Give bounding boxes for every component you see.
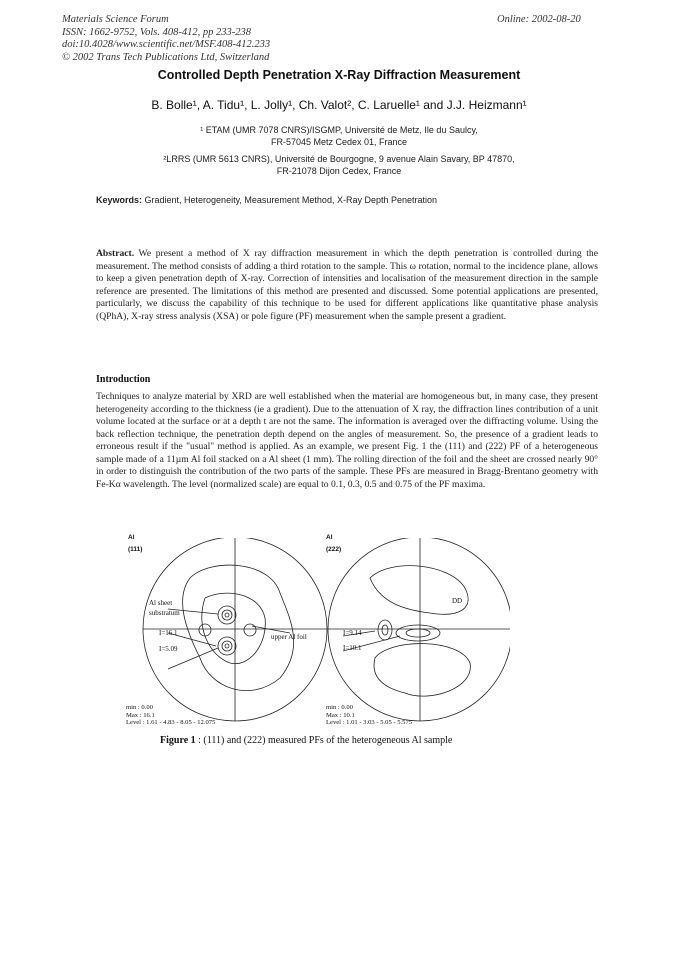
pf222-peak-centre [396, 625, 440, 641]
pf222-stats [326, 704, 412, 727]
abstract-text: We present a method of X ray diffraction measurement in which the depth penetration is controlled during the measurement. The method consists of adding a third rotation to the sample. This ω rotation, normal to the incidence plane, allows to keep a given penetration depth of X-ray. Correction of intensities and localisation of the measurement direction in the sample reference are presented. The limitations of this method are presented and discussed. Some potential applications are presented, particularly, we discuss the capability of this technique to be used for different applications like quantitative phase analysis (QPhA), X-ray stress analysis (XSA) or pole figure (PF) measurement when the sample present a gradient. [96, 248, 598, 322]
pf222-annot-dd: DD [452, 597, 463, 605]
pf222-min: min : 0.00 [326, 704, 353, 711]
journal-header [62, 14, 270, 64]
pf111-annot-foil: upper Al foil [271, 633, 307, 641]
pf222-annot-i1: I=9.14 [343, 629, 362, 637]
pf111-annot-sheet: Al sheet [149, 599, 173, 607]
pf111-peak-left [199, 624, 211, 636]
pf222-plane: (222) [326, 546, 342, 553]
affiliation-1-line2: FR-57045 Metz Cedex 01, France [270, 137, 408, 147]
figure-caption [160, 735, 452, 746]
pf111-peak-upper [218, 606, 236, 624]
abstract-paragraph [96, 248, 598, 323]
keywords-text: Gradient, Heterogeneity, Measurement Method, X-Ray Depth Penetration [142, 195, 438, 205]
author-list: B. Bolle¹, A. Tidu¹, L. Jolly¹, Ch. Valot², C. Laruelle¹ and J.J. Heizmann¹ [151, 98, 527, 112]
doi-line: doi:10.4028/www.scientific.net/MSF.408-412.233 [62, 39, 271, 50]
pf111-stats [126, 704, 215, 727]
figure-caption-text: : (111) and (222) measured PFs of the heterogeneous Al sample [195, 735, 453, 746]
pf111-annot-i2: I=5.09 [159, 645, 178, 653]
pf222-contour-2 [374, 644, 470, 697]
pf111-element: Al [128, 534, 135, 541]
pf111-annot-substratum: substratum [149, 609, 180, 617]
issn-line: ISSN: 1662-9752, Vols. 408-412, pp 233-238 [62, 26, 251, 38]
abstract-label: Abstract. [96, 248, 135, 259]
introduction-paragraph: Techniques to analyze material by XRD are well established when the material are homogeneous but, in many case, they present heterogeneity according to the thickness (ie a gradient). Due to the attenuation of X ray, the diffraction lines contribution of a unit volume located at the surface or at a depth t are not the same. The information is averaged over the diffracting volume. Using the back reflection technique, the penetration depth depend on the angles of measurement. So, the presence of a gradient leads to erroneous result if the "usual" method is applied. As an example, we present Fig. 1 the (111) and (222) PF of a heterogeneous sample made of a 11µm Al foil stacked on a Al sheet (1 mm). The rolling direction of the foil and the sheet are crossed nearly 90° in order to distinguish the contribution of the two parts of the sample. These PFs are measured in Bragg-Brentano geometry with Fe-Kα wavelength. The level (normalized scale) are equal to 0.1, 0.3, 0.5 and 0.75 of the PF maxima. [96, 391, 598, 490]
pf111-max: Max : 16.1 [126, 711, 155, 719]
pf222-element: Al [326, 534, 333, 541]
pf111-arrow-foil [252, 626, 290, 633]
affiliation-1 [0, 124, 678, 148]
copyright-line: © 2002 Trans Tech Publications Ltd, Switzerland [62, 51, 270, 63]
introduction-heading: Introduction [96, 374, 151, 385]
pf111-annot-i1: I=16.1 [159, 629, 178, 637]
pf222-max: Max : 10.1 [326, 711, 355, 719]
pf222-level: Level : 1.01 - 3.03 - 5.05 - 5.575 [326, 719, 413, 727]
pf111-min: min : 0.00 [126, 704, 153, 711]
journal-name: Materials Science Forum [62, 14, 169, 25]
figure-1 [126, 534, 510, 738]
pf222-peak-left [378, 620, 392, 640]
keywords-label: Keywords: [96, 195, 143, 205]
pf111-peak-right [244, 624, 256, 636]
affiliation-2 [0, 153, 678, 177]
affiliation-2-line2: FR-21078 Dijon Cedex, France [276, 166, 402, 176]
figure-caption-label: Figure 1 [160, 735, 196, 746]
pf111-level: Level : 1.61 - 4.83 - 8.05 - 12.075 [126, 719, 216, 727]
paper-title: Controlled Depth Penetration X-Ray Diffraction Measurement [157, 68, 521, 82]
pf111-plane: (111) [128, 546, 143, 553]
pf222-contour-1 [370, 566, 468, 615]
pf111-peak-lower [218, 637, 236, 655]
online-date: Online: 2002-08-20 [497, 14, 581, 25]
pf222-annot-i2: I=10.1 [343, 644, 362, 652]
affiliation-2-line1: ²LRRS (UMR 5613 CNRS), Université de Bourgogne, 9 avenue Alain Savary, BP 47870, [163, 154, 515, 164]
affiliation-1-line1: ¹ ETAM (UMR 7078 CNRS)/ISGMP, Université de Metz, Ile du Saulcy, [200, 125, 478, 135]
keywords [96, 195, 437, 205]
